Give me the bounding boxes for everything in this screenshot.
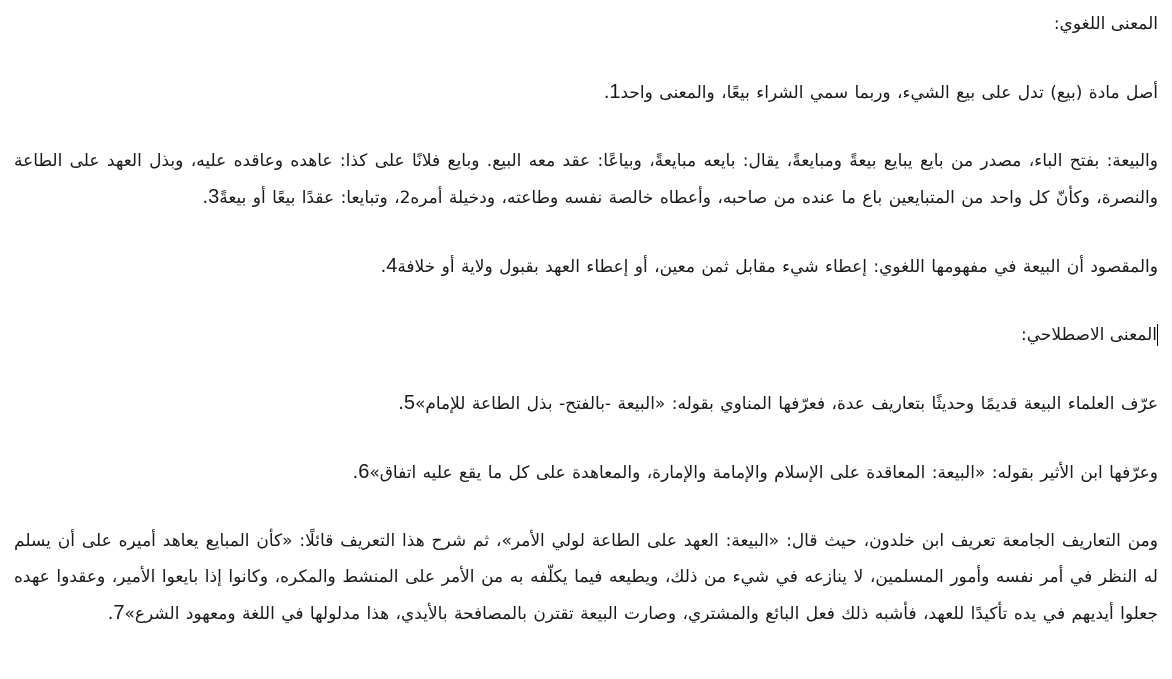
footnote-ref[interactable]: 4. <box>380 255 398 277</box>
paragraph-text: ومن التعاريف الجامعة تعريف ابن خلدون، حيث قال: «البيعة: العهد على الطاعة لولي الأمر»، ثم شرح هذا التعريف قائلًا: «كأن المبايع يعاهد أميره على أن يسلم له النظر في أمر نفسه وأمور المسلمين، لا ينازعه في شيء من ذلك، ويطيعه فيما يكلّفه به من الأمر على المنشط والمكره، وكانوا إذا بايعوا الأمير، وعقدوا عهده جعلوا أيديهم في يده تأكيدًا للعهد، فأشبه ذلك فعل البائع والمشتري، وصارت البيعة تقترن بالمصافحة بالأيدي، هذا مدلولها في اللغة ومعهود الشرع» <box>14 531 1158 624</box>
text-cursor <box>1157 324 1158 346</box>
paragraph-text: عرّف العلماء البيعة قديمًا وحديثًا بتعاريف عدة، فعرّفها المناوي بقوله: «البيعة -بالفتح- بذل الطاعة للإمام» <box>414 394 1158 414</box>
paragraph-ibn-athir-definition <box>14 454 1158 491</box>
footnote-ref[interactable]: 7. <box>107 602 125 624</box>
footnote-ref[interactable]: 3. <box>202 186 220 208</box>
paragraph-text: والبيعة: بفتح الباء، مصدر من بايع يبايع بيعةً ومبايعةً، يقال: بايعه مبايعةً، وبياعًا: عقد معه البيع. وبايع فلانًا على كذا: عاهده وعاقده عليه، وبذل العهد على الطاعة والنصرة، وكأنّ كل واحد من المتبايعين باع ما عنده من صاحبه، وأعطاه خالصة نفسه وطاعته، ودخيلة أمره2، وتبايعا: عقدًا بيعًا أو بيعةً <box>14 151 1158 208</box>
heading-text: المعنى الاصطلاحي: <box>1021 325 1157 345</box>
paragraph-linguistic-summary <box>14 248 1158 285</box>
paragraph-text: أصل مادة (بيع) تدل على بيع الشيء، وربما سمي الشراء بيعًا، والمعنى واحد <box>620 83 1158 103</box>
footnote-ref[interactable]: 5. <box>398 392 415 414</box>
heading-technical-meaning <box>14 317 1158 353</box>
paragraph-text: والمقصود أن البيعة في مفهومها اللغوي: إعطاء شيء مقابل ثمن معين، أو إعطاء العهد بقبول ولاية أو خلافة <box>397 257 1158 277</box>
paragraph-munawi-definition <box>14 385 1158 422</box>
footnote-ref[interactable]: 1. <box>603 81 621 103</box>
heading-linguistic-meaning: المعنى اللغوي: <box>1053 14 1158 34</box>
paragraph-text: وعرّفها ابن الأثير بقوله: «البيعة: المعاقدة على الإسلام والإمامة والإمارة، والمعاهدة على كل ما يقع عليه اتفاق» <box>369 463 1158 483</box>
footnote-ref[interactable]: 6. <box>352 461 370 483</box>
paragraph-bayah-definition <box>14 143 1158 216</box>
paragraph-ibn-khaldun-definition <box>14 523 1158 632</box>
paragraph-origin <box>14 74 1158 111</box>
